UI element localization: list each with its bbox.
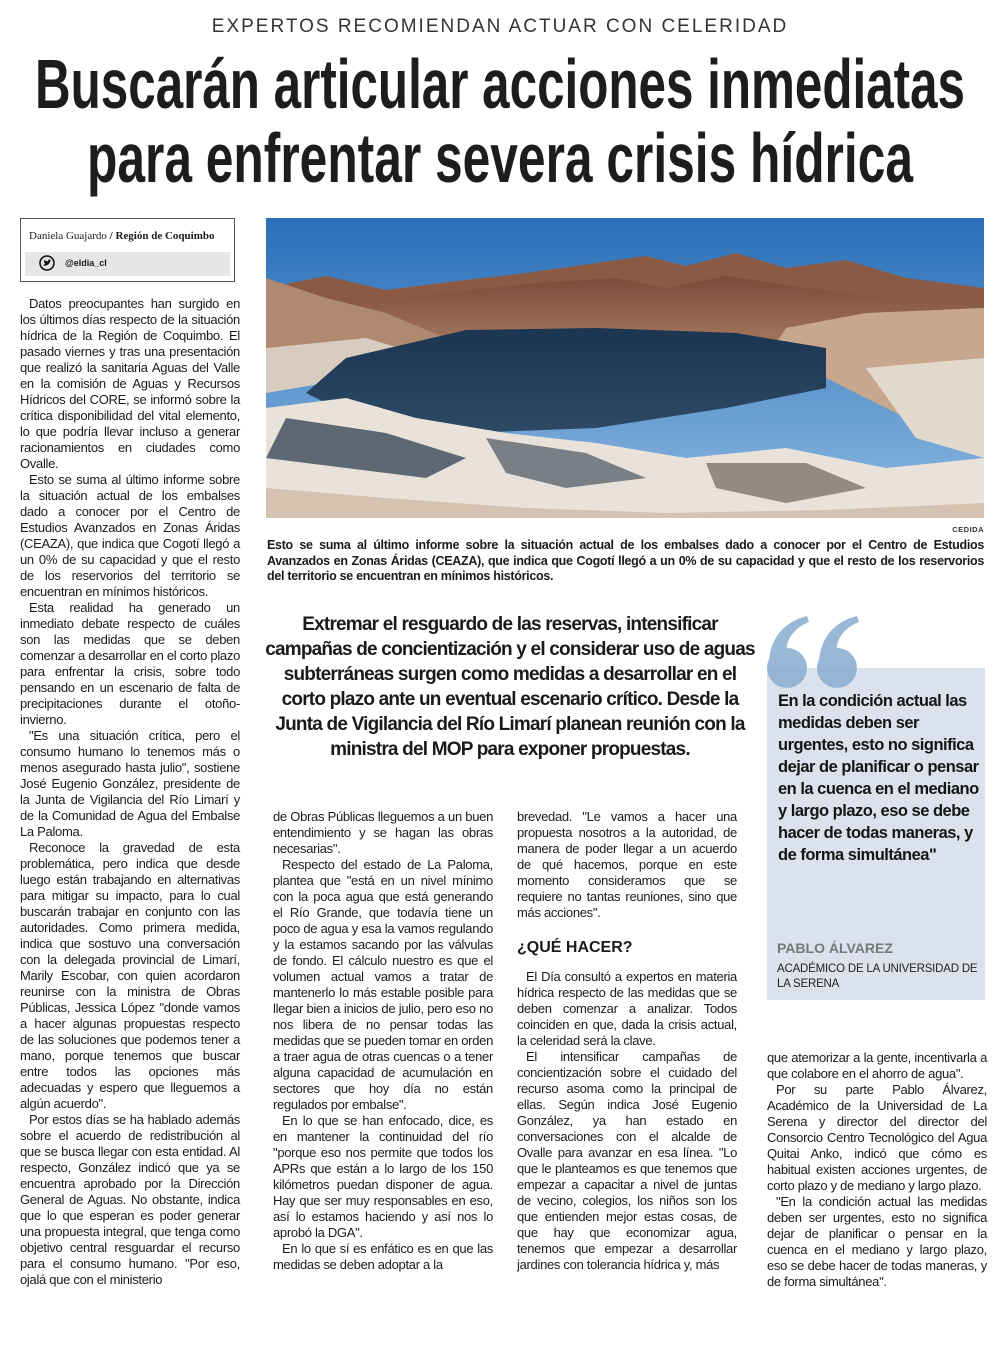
paragraph: Datos preocupantes han surgido en los últimos días respecto de la situación hídrica de la Región de Coquimbo. El pasado viernes y tras una presentación que realizó la sanitaria Aguas del Valle en la comisión de Aguas y Recursos Hídricos del CORE, se informó sobre la crítica disponibilidad del vital elemento, lo que podría llevar incluso a generar racionamientos en ciudades como Ovalle.: [20, 296, 240, 471]
article-column-1: [20, 296, 240, 1288]
headline-text-2: para enfrentar severa crisis hídrica: [87, 120, 914, 197]
paragraph: El intensificar campañas de concientización sobre el cuidado del recurso asoma como la principal de ellas. Según indica José Eugenio González, ya han estado en conversaciones con el alcalde de Ovalle para avanzar en esa línea. "Lo que le planteamos es que tenemos que empezar a capacitar a nivel de juntas de vecino, colegios, los niños son los que entienden mejor estas cosas, de que hay que economizar agua, tenemos que empezar a desarrollar jardines con tolerancia hídrica y, más: [517, 1049, 737, 1272]
paragraph: En lo que sí es enfático es en que las medidas se deben adoptar a la: [273, 1241, 493, 1272]
byline-names: [29, 230, 214, 242]
twitter-handle[interactable]: @eldia_cl: [65, 258, 107, 268]
section-name: Región de Coquimbo: [115, 230, 215, 242]
paragraph: brevedad. "Le vamos a hacer una propuesta nosotros a la autoridad, de manera de poder llegar a un acuerdo de qué hacemos, porque en este momento consideramos que se requiere no tantas reuniones, sino que más acciones".: [517, 809, 737, 920]
subhead: ¿QUÉ HACER?: [517, 939, 633, 956]
pullquote-text: En la condición actual las medidas deben ser urgentes, esto no significa dejar de planificar o pensar en la cuenca en el mediano y largo plazo, eso se debe hacer de todas maneras, y de forma simultánea": [778, 692, 979, 864]
lead-paragraph: Extremar el resguardo de las reservas, intensificar campañas de concientización y el considerar uso de aguas subterráneas surgen como medidas a desarrollar en el corto plazo ante un eventual escenario crítico. Desde la Junta de Vigilancia del Río Limarí planean reunión con la ministra del MOP para exponer propuestas.: [265, 614, 755, 760]
kicker: EXPERTOS RECOMIENDAN ACTUAR CON CELERIDAD: [211, 16, 789, 37]
quote-mark-icon: [765, 612, 865, 692]
photo-caption: Esto se suma al último informe sobre la situación actual de los embalses dado a conocer por el Centro de Estudios Avanzados en Zonas Áridas (CEAZA), que indica que Cogotí llegó a un 0% de su capacidad y que el resto de los reservorios del territorio se encuentran en mínimos históricos.: [267, 538, 984, 584]
headline-line-1: [30, 46, 970, 126]
paragraph: Esto se suma al último informe sobre la situación actual de los embalses dado a conocer por el Centro de Estudios Avanzados en Zonas Áridas (CEAZA), que indica que Cogotí llegó a un 0% de su capacidad y que el resto de los reservorios del territorio se encuentran en mínimos históricos.: [20, 472, 240, 599]
headline-line-2: [30, 120, 970, 200]
twitter-bar: [25, 252, 230, 276]
headline-text-1: Buscarán articular acciones inmediatas: [35, 46, 965, 123]
article-column-2: [273, 809, 493, 1273]
article-column-3: [517, 809, 737, 1273]
paragraph: "Es una situación crítica, pero el consumo humano lo tenemos más o menos asegurado hasta julio", sostiene José Eugenio González, presidente de la Junta de Vigilancia del Río Limarí y de la Comunidad de Agua del Embalse La Paloma.: [20, 728, 240, 839]
photo-credit: CEDIDA: [952, 525, 984, 534]
reservoir-photo: [266, 218, 984, 518]
paragraph: de Obras Públicas lleguemos a un buen entendimiento y se hagan las obras necesarias".: [273, 809, 493, 856]
author-name: Daniela Guajardo: [29, 230, 107, 242]
paragraph: Reconoce la gravedad de esta problemática, pero indica que desde luego están trabajando en alternativas para mitigar su impacto, para lo cual buscarán trabajar en conjunto con las autoridades. Como primera medida, indica que sostuvo una conversación con la delegada provincial de Limarí, Marily Escobar, con quien acordaron reunirse con la ministra de Obras Públicas, Jessica López "donde vamos a hacer algunas propuestas respecto de las soluciones que podemos tener a mano, porque tenemos que buscar entre todos las opciones más adecuadas y espero que lleguemos a algún acuerdo".: [20, 840, 240, 1111]
pullquote-author: PABLO ÁLVAREZ: [777, 940, 893, 956]
pullquote-role: ACADÉMICO DE LA UNIVERSIDAD DE LA SERENA: [777, 963, 978, 990]
paragraph: que atemorizar a la gente, incentivarla a que colabore en el ahorro de agua".: [767, 1050, 987, 1081]
article-column-4: [767, 1050, 987, 1290]
byline-box: [20, 218, 235, 282]
twitter-bird-icon: [39, 255, 55, 271]
byline-separator: /: [106, 230, 116, 242]
paragraph: Por su parte Pablo Álvarez, Académico de la Universidad de La Serena y director del director del Consorcio Centro Tecnológico del Agua Quitai Anko, indicó que cómo es habitual existen acciones urgentes, de corto plazo y de mediano y largo plazo.: [767, 1082, 987, 1193]
paragraph: Respecto del estado de La Paloma, plantea que "está en un nivel mínimo con la poca agua que está generando el Río Grande, que todavía tiene un poco de agua y esa la vamos regulando y la estamos sacando por las válvulas de fondo. El cálculo nuestro es que el volumen actual vamos a tratar de mantenerlo lo más estable posible para llegar bien a inicios de julio, pero eso no nos libera de no pensar todas las medidas que se pueden tomar en orden a traer agua de otras cuencas o a tener alguna capacidad de acumulación en sectores que hoy día no están regulados por embalse".: [273, 857, 493, 1112]
paragraph: En lo que se han enfocado, dice, es en mantener la continuidad del río "porque eso nos permite que todos los APRs que están a lo largo de los 150 kilómetros puedan disponer de agua. Hay que ser muy responsables en eso, así lo estamos haciendo y así nos lo aprobó la DGA".: [273, 1113, 493, 1240]
paragraph: Esta realidad ha generado un inmediato debate respecto de cuáles son las medidas que se deben comenzar a desarrollar en el corto plazo para enfrentar la crisis, sobre todo pensando en un escenario de falta de precipitaciones durante el otoño-invierno.: [20, 600, 240, 727]
paragraph: "En la condición actual las medidas deben ser urgentes, esto no significa dejar de planificar o pensar en la cuenca en el mediano y largo plazo, eso se debe hacer de todas maneras, y de forma simultánea".: [767, 1194, 987, 1289]
paragraph: Por estos días se ha hablado además sobre el acuerdo de redistribución al que se busca llegar con esta entidad. Al respecto, González indicó que ya se encuentra aprobado por la Dirección General de Aguas. No obstante, indica que lo que esperan es poder generar una propuesta integral, que tenga como objetivo central resguardar el recurso para el consumo humano. "Por eso, ojalá que con el ministerio: [20, 1112, 240, 1287]
paragraph: El Día consultó a expertos en materia hídrica respecto de las medidas que se deben comenzar a analizar. Todos coinciden en que, dada la crisis actual, la celeridad será la clave.: [517, 969, 737, 1048]
